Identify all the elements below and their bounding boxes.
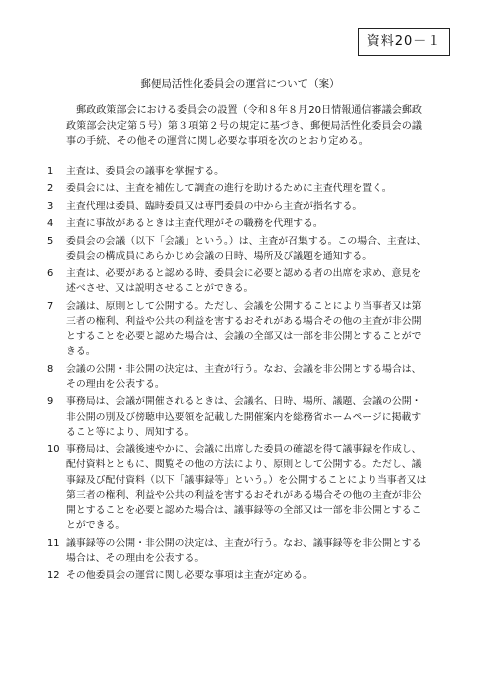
- list-item: [47, 216, 429, 231]
- item-number: 1: [47, 166, 54, 177]
- item-number: 4: [47, 218, 54, 230]
- item-number: 3: [47, 200, 54, 212]
- list-item: [47, 164, 429, 179]
- item-text: その他委員会の運営に関し必要な事項は主査が定める。: [66, 570, 313, 582]
- list-item: [47, 266, 429, 296]
- item-number: 8: [47, 363, 54, 375]
- list-item: [47, 199, 429, 214]
- item-number: 6: [47, 268, 54, 280]
- list-item: [47, 394, 429, 440]
- item-text: 主査代理は委員、臨時委員又は専門委員の中から主査が指名する。: [66, 200, 363, 212]
- item-text: 議事録等の公開・非公開の決定は、主査が行う。なお、議事録等を非公開とする場合は、その理由を公表する。: [66, 537, 422, 564]
- rules-list: [47, 164, 429, 586]
- item-text: 会議の公開・非公開の決定は、主査が行う。なお、会議を非公開とする場合は、その理由を公表する。: [66, 363, 422, 390]
- list-item: [47, 299, 429, 360]
- item-text: 事務局は、会議後速やかに、会議に出席した委員の確認を得て議事録を作成し、配付資料とともに、閲覧その他の方法により、原則として公開する。ただし、議事録及び配付資料（以下「議事録等」という。）を公開することにより当事者又は第三者の権利、利益や公共の利益を害するおそれがある場合その他の主査が非公開とすることを必要と認めた場合は、議事録等の全部又は一部を非公開とすることができる。: [66, 444, 427, 532]
- item-number: 10: [47, 444, 60, 456]
- document-title: 郵便局活性化委員会の運営について（案）: [140, 78, 340, 90]
- list-item: [47, 442, 429, 533]
- item-text: 主査は、必要があると認める時、委員会に必要と認める者の出席を求め、意見を述べさせ、又は説明させることができる。: [66, 268, 422, 295]
- list-item: [47, 362, 429, 392]
- item-number: 11: [47, 537, 60, 549]
- list-item: [47, 536, 429, 566]
- item-number: 9: [47, 396, 54, 408]
- item-text: 主査は、委員会の議事を掌握する。: [66, 166, 225, 177]
- item-number: 2: [47, 183, 54, 195]
- item-text: 委員会には、主査を補佐して調査の進行を助けるために主査代理を置く。: [66, 183, 392, 195]
- item-text: 会議は、原則として公開する。ただし、会議を公開することにより当事者又は第三者の権利、利益や公共の利益を害するおそれがある場合その他の主査が非公開とすることを必要と認めた場合は、会議の全部又は一部を非公開とすることができる。: [66, 300, 422, 358]
- item-number: 7: [47, 300, 54, 312]
- list-item: [47, 568, 429, 583]
- preamble-paragraph: 郵政政策部会における委員会の設置（令和８年８月20日情報通信審議会郵政政策部会決定第５号）第３項第２号の規定に基づき、郵便局活性化委員会の議事の手続、その他その運営に関し必要な事項を次のとおり定める。: [66, 105, 422, 148]
- item-number: 12: [47, 570, 60, 582]
- list-item: [47, 234, 429, 264]
- item-text: 委員会の会議（以下「会議」という。）は、主査が召集する。この場合、主査は、委員会の構成員にあらかじめ会議の日時、場所及び議題を通知する。: [66, 235, 427, 262]
- item-number: 5: [47, 235, 54, 247]
- item-text: 事務局は、会議が開催されるときは、会議名、日時、場所、議題、会議の公開・非公開の別及び傍聴申込要領を記載した開催案内を総務省ホームページに掲載すること等により、周知する。: [66, 396, 422, 438]
- document-label: 資料20－１: [358, 28, 450, 56]
- list-item: [47, 181, 429, 196]
- item-text: 主査に事故があるときは主査代理がその職務を代理する。: [66, 218, 323, 230]
